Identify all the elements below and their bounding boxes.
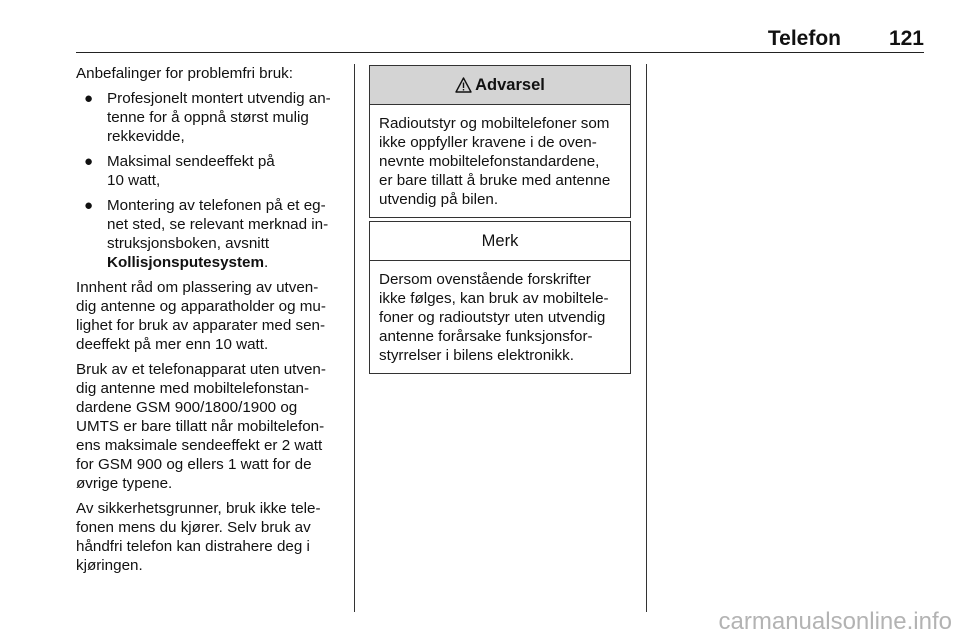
text-line: Dersom ovenstående forskrifter (379, 271, 591, 288)
text-line: dardene GSM 900/1800/1900 og (76, 399, 298, 416)
column-divider (354, 64, 355, 612)
text-line: dig antenne og apparatholder og mu- (76, 298, 326, 315)
note-body (370, 261, 630, 373)
text-line: dig antenne med mobiltelefonstan- (76, 380, 310, 397)
list-item-text: Maksimal sendeeffekt på (107, 153, 275, 170)
page-header (76, 26, 924, 53)
paragraph-gsm-umts (76, 360, 346, 493)
warning-header (370, 66, 630, 105)
text-line: Radioutstyr og mobiltelefoner som (379, 115, 610, 132)
note-title: Merk (481, 231, 519, 250)
text-line: fonen mens du kjører. Selv bruk av (76, 519, 311, 536)
text-line: antenne forårsake funksjonsfor- (379, 328, 593, 345)
list-item-text: . (263, 254, 269, 271)
warning-title: Advarsel (475, 75, 545, 94)
paragraph-antenna-advice (76, 278, 346, 354)
text-line: kjøringen. (76, 557, 143, 574)
paragraph-safety (76, 499, 346, 575)
page-number: 121 (888, 27, 924, 50)
cross-reference-link[interactable]: Kollisjonsputesystem (107, 254, 264, 271)
note-header (370, 222, 630, 261)
text-line: ikke oppfyller kravene i de oven- (379, 134, 597, 151)
list-item-text: Montering av telefonen på et eg- (107, 197, 326, 214)
watermark: carmanualsonline.info (718, 608, 952, 635)
warning-triangle-icon (455, 77, 472, 93)
text-line: UMTS er bare tillatt når mobiltelefon- (76, 418, 325, 435)
text-line: håndfri telefon kan distrahere deg i (76, 538, 310, 555)
list-item (76, 152, 346, 190)
list-item-text: tenne for å oppnå størst mulig (107, 109, 309, 126)
page-title: Telefon (767, 27, 841, 50)
list-item (76, 196, 346, 272)
text-line: øvrige typene. (76, 475, 173, 492)
text-line: Bruk av et telefonapparat uten utven- (76, 361, 326, 378)
list-item-text: net sted, se relevant merknad in- (107, 216, 329, 233)
list-item-text: rekkevidde, (107, 128, 185, 145)
text-line: ens maksimale sendeeffekt er 2 watt (76, 437, 323, 454)
recommendation-list (76, 89, 346, 272)
intro-text: Anbefalinger for problemfri bruk: (76, 65, 293, 82)
list-item-text: Profesjonelt montert utvendig an- (107, 90, 331, 107)
left-column (76, 64, 346, 581)
list-item-text: struksjonsboken, avsnitt (107, 235, 270, 252)
text-line: er bare tillatt å bruke med antenne (379, 172, 611, 189)
text-line: lighet for bruk av apparater med sen- (76, 317, 326, 334)
column-divider (646, 64, 647, 612)
text-line: styrrelser i bilens elektronikk. (379, 347, 574, 364)
text-line: for GSM 900 og ellers 1 watt for de (76, 456, 312, 473)
note-box (369, 221, 631, 374)
warning-body (370, 105, 630, 217)
bullet-icon: ● (84, 153, 94, 170)
text-line: deeffekt på mer enn 10 watt. (76, 336, 269, 353)
list-item (76, 89, 346, 146)
bullet-icon: ● (84, 197, 94, 214)
list-item-text: 10 watt, (107, 172, 161, 189)
text-line: ikke følges, kan bruk av mobiltele- (379, 290, 609, 307)
text-line: foner og radioutstyr uten utvendig (379, 309, 606, 326)
bullet-icon: ● (84, 90, 94, 107)
text-line: utvendig på bilen. (379, 191, 499, 208)
warning-box (369, 65, 631, 218)
text-line: Innhent råd om plassering av utven- (76, 279, 319, 296)
text-line: Av sikkerhetsgrunner, bruk ikke tele- (76, 500, 321, 517)
text-line: nevnte mobiltelefonstandardene, (379, 153, 600, 170)
